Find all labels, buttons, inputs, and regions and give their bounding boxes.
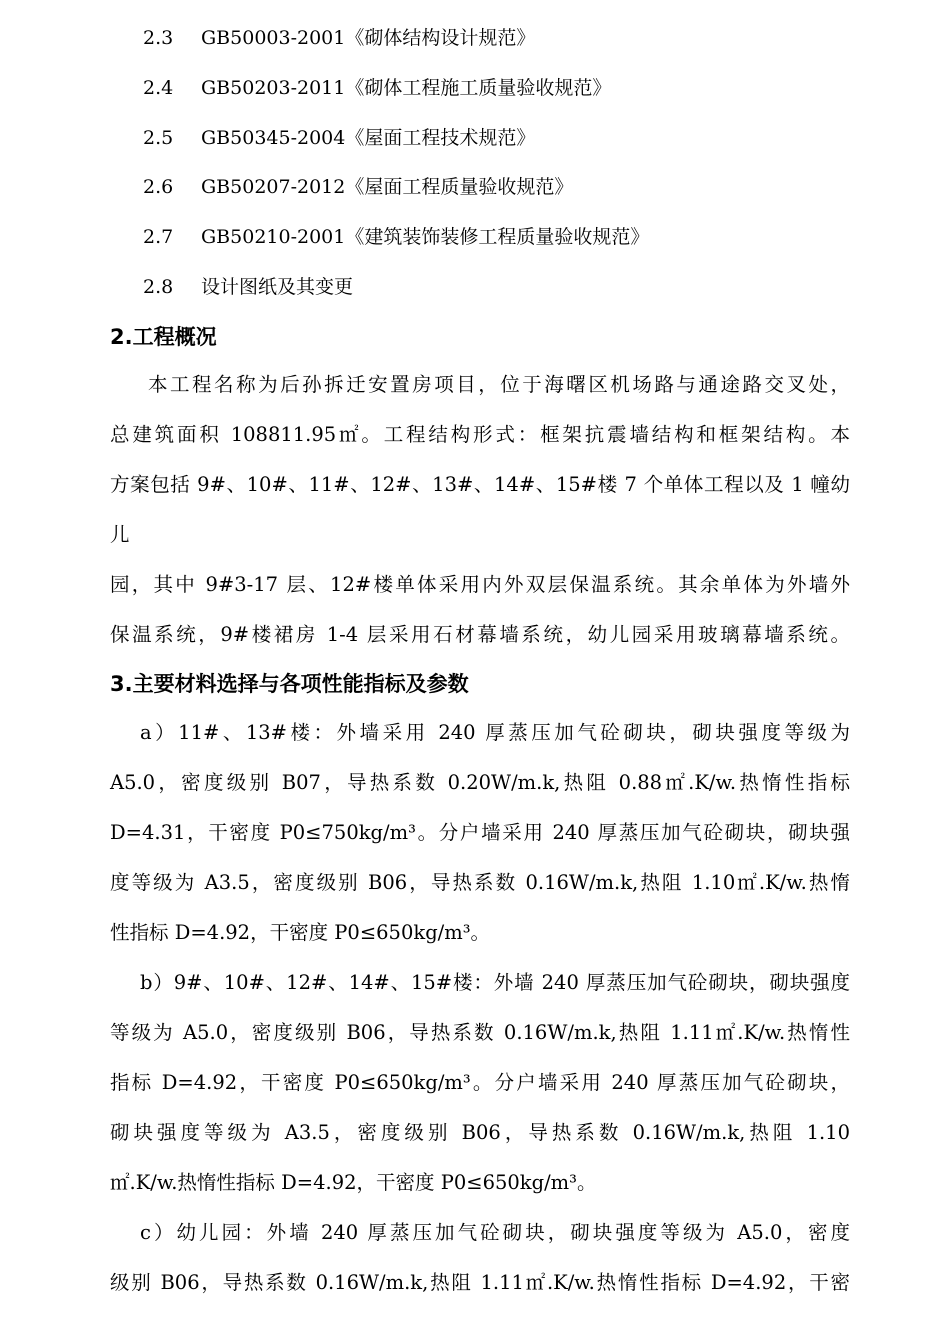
reference-text: GB50203-2011《砌体工程施工质量验收规范》 bbox=[201, 76, 612, 99]
paragraph-line: 性指标 D=4.92，干密度 P0≤650kg/m³。 bbox=[110, 921, 491, 944]
paragraph-line: 方案包括 9#、10#、11#、12#、13#、14#、15#楼 7 个单体工程以及 1 幢幼 bbox=[110, 473, 850, 496]
paragraph-line: 砌块强度等级为 A3.5，密度级别 B06，导热系数 0.16W/m.k,热阻 1.10 bbox=[110, 1121, 850, 1144]
reference-text: GB50207-2012《屋面工程质量验收规范》 bbox=[201, 176, 574, 199]
materials-paragraph-a bbox=[110, 708, 850, 958]
paragraph-line: 等级为 A5.0，密度级别 B06，导热系数 0.16W/m.k,热阻 1.11㎡.K/w.热惰性 bbox=[110, 1021, 850, 1044]
materials-paragraph-c bbox=[110, 1208, 850, 1308]
reference-text: GB50345-2004《屋面工程技术规范》 bbox=[201, 126, 536, 149]
reference-item bbox=[143, 68, 903, 118]
reference-item bbox=[143, 167, 903, 217]
paragraph-line: 儿 bbox=[110, 523, 130, 546]
project-overview-paragraph bbox=[110, 360, 850, 660]
reference-item bbox=[143, 217, 903, 267]
paragraph-line: c）幼儿园：外墙 240 厚蒸压加气砼砌块，砌块强度等级为 A5.0，密度 bbox=[140, 1221, 850, 1244]
paragraph-line: D=4.31，干密度 P0≤750kg/m³。分户墙采用 240 厚蒸压加气砼砌块，砌块强 bbox=[110, 821, 850, 844]
reference-number: 2.8 bbox=[143, 275, 174, 298]
paragraph-line: 度等级为 A3.5，密度级别 B06，导热系数 0.16W/m.k,热阻 1.10㎡.K/w.热惰 bbox=[110, 871, 850, 894]
paragraph-line: 保温系统，9#楼裙房 1-4 层采用石材幕墙系统，幼儿园采用玻璃幕墙系统。 bbox=[110, 623, 850, 646]
reference-number: 2.5 bbox=[143, 126, 174, 149]
reference-item bbox=[143, 267, 903, 317]
paragraph-line: 园，其中 9#3-17 层、12#楼单体采用内外双层保温系统。其余单体为外墙外 bbox=[110, 573, 850, 596]
section-heading-materials: 3.主要材料选择与各项性能指标及参数 bbox=[110, 672, 469, 696]
paragraph-line: 级别 B06，导热系数 0.16W/m.k,热阻 1.11㎡.K/w.热惰性指标 D=4.92，干密 bbox=[110, 1271, 850, 1294]
reference-number: 2.7 bbox=[143, 226, 174, 249]
paragraph-line: ㎡.K/w.热惰性指标 D=4.92，干密度 P0≤650kg/m³。 bbox=[110, 1171, 597, 1194]
reference-text: 设计图纸及其变更 bbox=[201, 275, 354, 298]
paragraph-line: a）11#、13#楼：外墙采用 240 厚蒸压加气砼砌块，砌块强度等级为 bbox=[140, 721, 850, 744]
materials-paragraph-b bbox=[110, 958, 850, 1208]
paragraph-line: 本工程名称为后孙拆迁安置房项目，位于海曙区机场路与通途路交叉处， bbox=[148, 373, 850, 396]
paragraph-line: A5.0，密度级别 B07，导热系数 0.20W/m.k,热阻 0.88㎡.K/w.热惰性指标 bbox=[110, 771, 850, 794]
reference-number: 2.3 bbox=[143, 27, 174, 49]
paragraph-line: 指标 D=4.92，干密度 P0≤650kg/m³。分户墙采用 240 厚蒸压加气砼砌块， bbox=[110, 1071, 850, 1094]
reference-text: GB50003-2001《砌体结构设计规范》 bbox=[201, 27, 536, 49]
reference-item bbox=[143, 118, 903, 168]
section-heading-project-overview: 2.工程概况 bbox=[110, 325, 217, 349]
reference-number: 2.4 bbox=[143, 76, 174, 99]
paragraph-line: b）9#、10#、12#、14#、15#楼：外墙 240 厚蒸压加气砼砌块，砌块强度 bbox=[140, 971, 850, 994]
reference-list bbox=[143, 18, 903, 317]
reference-text: GB50210-2001《建筑装饰装修工程质量验收规范》 bbox=[201, 226, 650, 249]
reference-item bbox=[143, 18, 903, 68]
reference-number: 2.6 bbox=[143, 176, 174, 199]
paragraph-line: 总建筑面积 108811.95㎡。工程结构形式：框架抗震墙结构和框架结构。本 bbox=[110, 423, 850, 446]
